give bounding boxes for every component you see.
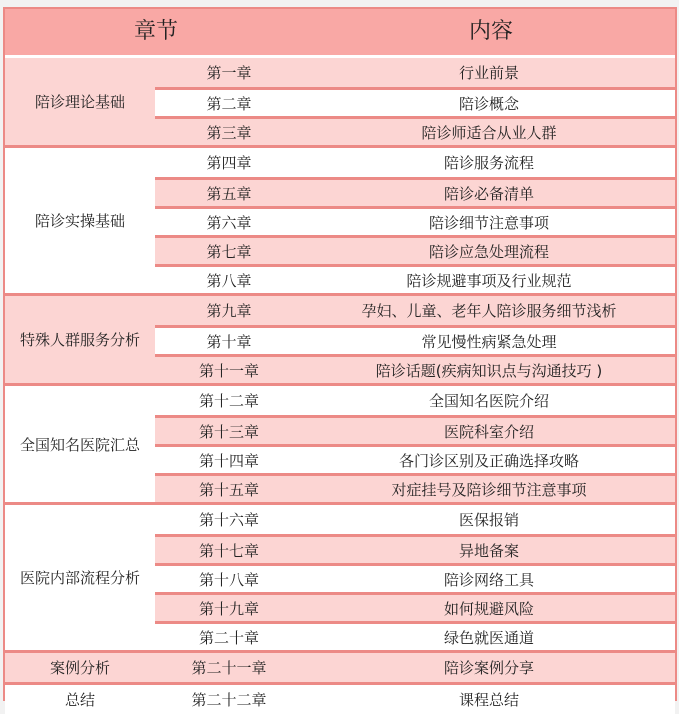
chapter-cell: 第十六章 xyxy=(198,511,259,529)
chapter-cell: 第十七章 xyxy=(198,541,259,560)
chapter-cell: 第三章 xyxy=(206,123,252,142)
table-row xyxy=(155,534,675,563)
section-label: 医院内部流程分析 xyxy=(19,569,140,587)
table-header xyxy=(5,9,675,58)
section-group xyxy=(5,502,675,650)
content-cell: 陪诊师适合从业人群 xyxy=(421,123,557,142)
table-row xyxy=(155,415,675,444)
chapter-cell: 第二十二章 xyxy=(191,691,267,709)
table-row xyxy=(155,386,675,415)
chapter-cell: 第二十一章 xyxy=(191,659,267,677)
chapter-cell: 第四章 xyxy=(206,154,252,172)
content-cell: 课程总结 xyxy=(458,691,519,709)
content-cell: 陪诊必备清单 xyxy=(443,184,534,203)
content-cell: 陪诊案例分享 xyxy=(443,659,534,677)
content-cell: 陪诊网络工具 xyxy=(443,570,534,589)
section-label: 全国知名医院汇总 xyxy=(19,435,140,454)
chapter-cell: 第十八章 xyxy=(198,570,259,589)
table-row xyxy=(155,621,675,650)
table-row xyxy=(155,685,675,714)
chapter-cell: 第十九章 xyxy=(198,599,259,618)
course-outline-table xyxy=(3,7,677,709)
chapter-cell: 第十章 xyxy=(206,332,252,351)
section-label: 陪诊实操基础 xyxy=(34,212,125,230)
table-row xyxy=(155,177,675,206)
content-cell: 陪诊概念 xyxy=(458,94,519,113)
content-cell: 行业前景 xyxy=(458,64,519,82)
section-group xyxy=(5,682,675,714)
chapter-cell: 第九章 xyxy=(206,302,252,320)
content-cell: 陪诊规避事项及行业规范 xyxy=(406,271,572,290)
table-row xyxy=(155,116,675,145)
table-row xyxy=(155,473,675,502)
chapter-cell: 第十一章 xyxy=(198,361,259,380)
content-cell: 陪诊应急处理流程 xyxy=(428,242,549,261)
table-row xyxy=(155,592,675,621)
content-cell: 全国知名医院介绍 xyxy=(428,392,549,410)
table-row xyxy=(155,87,675,116)
content-cell: 常见慢性病紧急处理 xyxy=(421,332,557,351)
chapter-cell: 第十三章 xyxy=(198,422,259,441)
section-group xyxy=(5,293,675,383)
chapter-cell: 第五章 xyxy=(206,184,252,203)
content-cell: 医院科室介绍 xyxy=(443,422,534,441)
section-group xyxy=(5,650,675,682)
table-row xyxy=(155,235,675,264)
header-chapter: 章节 xyxy=(133,19,178,44)
chapter-cell: 第一章 xyxy=(206,64,252,82)
chapter-cell: 第二章 xyxy=(206,94,252,113)
chapter-cell: 第十五章 xyxy=(198,480,259,499)
section-label: 总结 xyxy=(64,691,95,709)
table-row xyxy=(155,148,675,177)
table-row xyxy=(155,58,675,87)
chapter-cell: 第十二章 xyxy=(198,392,259,410)
table-row xyxy=(155,354,675,383)
section-group xyxy=(5,145,675,293)
content-cell: 异地备案 xyxy=(458,541,519,560)
content-cell: 陪诊话题(疾病知识点与沟通技巧 ) xyxy=(375,361,603,380)
chapter-cell: 第二十章 xyxy=(198,628,259,647)
content-cell: 孕妇、儿童、老年人陪诊服务细节浅析 xyxy=(361,302,617,320)
content-cell: 医保报销 xyxy=(458,511,519,529)
content-cell: 各门诊区别及正确选择攻略 xyxy=(398,451,579,470)
section-group xyxy=(5,58,675,145)
section-label: 案例分析 xyxy=(49,659,110,677)
table-row xyxy=(155,206,675,235)
content-cell: 陪诊细节注意事项 xyxy=(428,213,549,232)
chapter-cell: 第十四章 xyxy=(198,451,259,470)
content-cell: 对症挂号及陪诊细节注意事项 xyxy=(391,480,587,499)
chapter-cell: 第六章 xyxy=(206,213,252,232)
table-row xyxy=(155,563,675,592)
chapter-cell: 第七章 xyxy=(206,242,252,261)
section-label: 特殊人群服务分析 xyxy=(19,331,140,349)
section-group xyxy=(5,383,675,502)
table-row xyxy=(155,296,675,325)
chapter-cell: 第八章 xyxy=(206,271,252,290)
table-row xyxy=(155,505,675,534)
content-cell: 陪诊服务流程 xyxy=(443,154,534,172)
table-body xyxy=(5,58,675,714)
table-row xyxy=(155,264,675,293)
table-row xyxy=(155,325,675,354)
section-label: 陪诊理论基础 xyxy=(34,93,125,111)
content-cell: 如何规避风险 xyxy=(443,599,534,618)
table-row xyxy=(155,653,675,682)
header-content: 内容 xyxy=(468,19,513,44)
content-cell: 绿色就医通道 xyxy=(443,628,534,647)
table-row xyxy=(155,444,675,473)
